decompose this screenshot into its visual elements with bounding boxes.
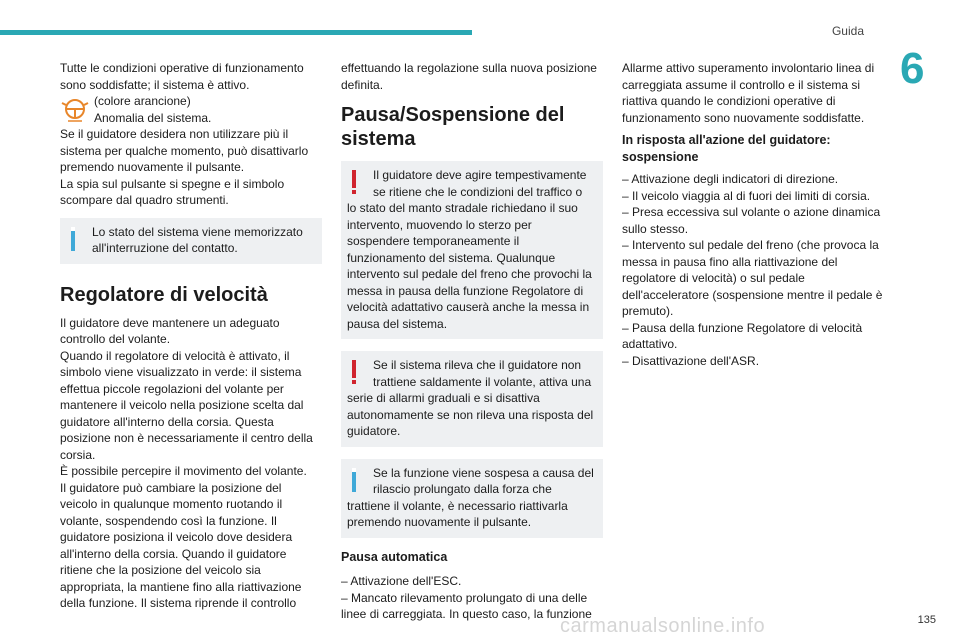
watermark: carmanualsonline.info <box>560 615 766 637</box>
paragraph: Allarme attivo superamento involontario linea di carreggiata assume il controllo e il sistema si riattiva quando le condizioni operative di funzionamento sono nuovamente soddisfatte. <box>622 61 875 125</box>
warning-text-rest: serie di allarmi graduali e si disattiva autonomamente se non rileva una risposta del guidatore. <box>347 391 594 438</box>
column-1 <box>60 60 322 612</box>
section-title: Guida <box>831 24 864 38</box>
paragraph: Il guidatore può cambiare la posizione del veicolo in qualunque momento ruotando il volante, sospendendo così la funzione. Il guidatore posiziona il veicolo dove desidera all'interno della corsia. Quando il guidatore ritiene che la posizione del veicolo sia appropriata, la mantiene fino alla riattivazione della funzione. Il sistema riprende il controllo <box>60 480 302 610</box>
list-item: – Presa eccessiva sul volante o azione dinamica sullo stesso. <box>622 205 881 236</box>
subheading: In risposta all'azione del guidatore: sospensione <box>622 133 831 164</box>
info-icon <box>71 227 75 251</box>
steering-hands-warning-icon <box>60 95 90 123</box>
chapter-number: 6 <box>900 44 925 93</box>
section-heading: Regolatore di velocità <box>60 283 268 306</box>
paragraph: La spia sul pulsante si spegne e il simbolo scompare dal quadro strumenti. <box>60 176 285 207</box>
list-item: – Disattivazione dell'ASR. <box>622 353 760 368</box>
warning-note <box>341 161 603 339</box>
info-text-rest: trattiene il volante, è necessario riattivarla premendo nuovamente il pulsante. <box>347 498 568 529</box>
paragraph: Tutte le condizioni operative di funzionamento sono soddisfatte; il sistema è attivo. <box>60 61 304 92</box>
warning-text-first: Il guidatore deve agire tempestivamente se ritiene che le condizioni del traffico o <box>373 168 587 199</box>
warning-note <box>341 351 603 447</box>
paragraph: È possibile percepire il movimento del volante. <box>60 464 307 478</box>
list-item: – Mancato rilevamento prolungato di una delle linee di carreggiata. In questo caso, la funzione <box>341 590 592 621</box>
column-2 <box>341 60 603 623</box>
list-item: – Intervento sul pedale del freno (che provoca la messa in pausa fino alla riattivazione del regolatore di velocità) o sul pedale dell'acceleratore (sospensione mentre il pedale è premuto). <box>622 238 883 318</box>
subheading: Pausa automatica <box>341 549 448 564</box>
column-3 <box>622 60 887 369</box>
list-item: – Attivazione dell'ESC. <box>341 574 462 588</box>
section-heading: Pausa/Sospensione del sistema <box>341 104 565 150</box>
bullet-list <box>622 171 887 369</box>
page-number: 135 <box>917 614 936 626</box>
info-text-first: Se la funzione viene sospesa a causa del rilascio prolungato dalla forza che <box>373 465 594 496</box>
paragraph: Se il guidatore desidera non utilizzare più il sistema per qualche momento, può disattivarlo premendo nuovamente il pulsante. <box>60 127 309 174</box>
warning-icon <box>352 170 356 194</box>
info-note-text: Lo stato del sistema viene memorizzato all'interruzione del contatto. <box>92 224 303 255</box>
icon-caption-color: (colore arancione) <box>94 94 191 108</box>
icon-legend <box>60 93 322 126</box>
warning-text-rest: lo stato del manto stradale richiedano il suo intervento, muovendo lo sterzo per sospendere temporaneamente il funzionamento del sistema. Qualunque intervento sul pedale del freno che provochi la messa in pausa della funzione Regolatore di velocità adattativo causerà anche la messa in pausa del sistema. <box>347 201 592 331</box>
info-note <box>60 218 322 264</box>
icon-caption-meaning: Anomalia del sistema. <box>94 110 212 125</box>
list-item: – Il veicolo viaggia al di fuori dei limiti di corsia. <box>622 188 871 203</box>
list-item: – Pausa della funzione Regolatore di velocità adattativo. <box>622 320 863 351</box>
warning-text-first: Se il sistema rileva che il guidatore non trattiene saldamente il volante, attiva una <box>373 358 592 389</box>
paragraph: effettuando la regolazione sulla nuova posizione definita. <box>341 61 597 92</box>
info-icon <box>352 468 356 492</box>
list-item: – Attivazione degli indicatori di direzione. <box>622 172 839 186</box>
paragraph: Il guidatore deve mantenere un adeguato controllo del volante. <box>60 315 280 346</box>
paragraph: Quando il regolatore di velocità è attivato, il simbolo viene visualizzato in verde: il sistema effettua piccole regolazioni del volante per mantenere il veicolo nella posizione scelta dal guidatore all'interno della corsia. Questa posizione non è necessariamente il centro della corsia. <box>60 348 313 462</box>
warning-icon <box>352 360 356 384</box>
header-accent-bar <box>0 30 472 35</box>
info-note <box>341 459 603 538</box>
